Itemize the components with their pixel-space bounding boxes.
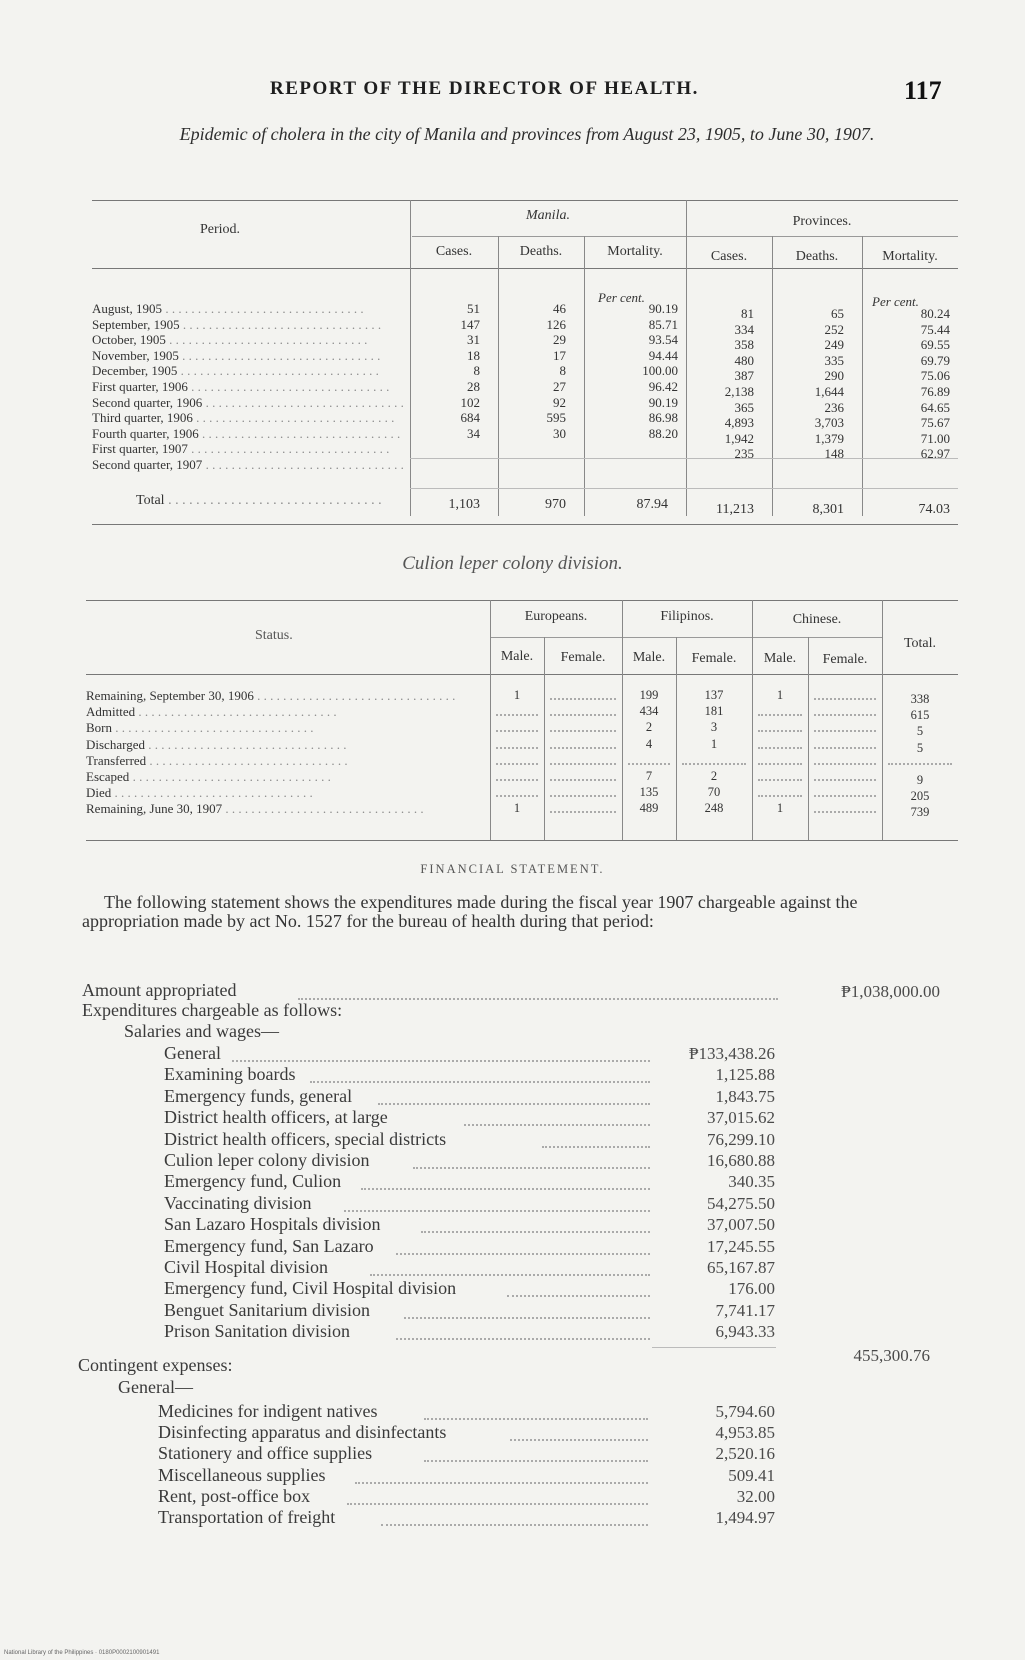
leader-dots [758,730,802,732]
data-cell: 88.20 [648,425,678,441]
data-cell: 290 [824,368,844,384]
contingent-line-amount: 5,794.60 [715,1402,775,1421]
leader-dots [550,779,616,781]
leader-dots [888,763,952,765]
period-label: December, 1905 . . . [92,363,407,379]
leader-dots [758,763,802,765]
expenditures-label: Expenditures chargeable as follows: [82,1000,343,1020]
table-rule [86,674,958,675]
table-rule [490,637,882,638]
salary-line-amount: 65,167.87 [707,1258,775,1277]
data-cell: 2,138 [724,384,754,399]
total-cell: 970 [545,497,566,512]
leader-dots [628,763,670,765]
data-cell: 81 [741,306,754,321]
status-row-label: Born . . . [86,720,487,736]
salary-line-label: San Lazaro Hospitals division [164,1214,381,1235]
contingent-line-amount: 1,494.97 [715,1508,775,1527]
manila-header: Manila. [526,208,570,223]
total-header: Total. [903,636,937,651]
per-cent-label: Per cent. [598,290,645,305]
leader-dots [232,1060,650,1062]
column-header: Male. [763,651,797,667]
salary-line-amount: 176.00 [728,1279,775,1299]
salary-line-amount: 37,015.62 [707,1108,775,1128]
leader-dots [814,698,876,700]
leader-dots [550,795,616,797]
leader-dots [496,730,538,732]
period-label: First quarter, 1906 . . . [92,379,407,395]
total-cell: 87.94 [636,497,668,512]
data-cell: 434 [639,704,659,719]
data-cell: 1,379 [814,430,844,446]
amount-appropriated-label: Amount appropriated [82,980,237,1000]
leader-dots [361,1188,650,1190]
leader-dots [758,779,802,781]
salary-line-label: Benguet Sanitarium division [164,1299,370,1320]
data-cell: 5 [916,724,924,739]
leader-dots [355,1482,648,1484]
salary-line-amount: 1,125.88 [715,1065,775,1085]
leader-dots [413,1167,650,1169]
data-cell: 18 [467,347,480,363]
data-cell: 34 [467,425,480,441]
data-cell: 387 [734,368,754,384]
column-header: Cases. [435,244,473,259]
leader-dots [550,730,616,732]
data-cell: 51 [467,301,480,316]
data-cell: 1 [776,801,784,816]
data-cell: 90.19 [648,301,678,316]
data-cell: 739 [910,805,930,820]
leader-dots [814,763,876,765]
data-cell: 70 [707,785,721,800]
leader-dots [814,747,876,749]
leader-dots [507,1295,650,1297]
leader-dots [510,1439,648,1441]
contingent-line-label: Transportation of freight [158,1507,336,1527]
data-cell: 86.98 [648,410,678,426]
data-cell: 199 [639,688,659,702]
data-cell: 8 [559,363,566,379]
general-label: General— [118,1377,193,1397]
status-row-label: Discharged . . . [86,737,487,753]
salary-line-label: Examining boards [164,1064,296,1085]
column-header: Male. [632,650,666,666]
salary-line-label: Emergency fund, Culion [164,1171,342,1192]
table-rule [92,524,958,525]
contingent-line-amount: 509.41 [728,1465,775,1485]
leader-dots [758,747,802,749]
data-cell: 3 [710,720,718,735]
status-row-label: Admitted . . . [86,704,487,720]
culion-caption: Culion leper colony division. [402,553,623,574]
column-header: Cases. [710,249,748,264]
contingent-line-amount: 32.00 [736,1486,775,1506]
leader-dots [814,714,876,716]
salary-line-label: Prison Sanitation division [164,1321,351,1342]
leader-dots [814,779,876,781]
column-header: Female. [560,649,606,665]
leader-dots [396,1253,650,1255]
column-header: Female. [691,650,737,666]
salary-line-amount: 7,741.17 [715,1300,775,1320]
data-cell: 137 [704,688,724,702]
total-cell: 8,301 [812,502,844,517]
column-header: Male. [500,649,534,664]
status-row-label: Escaped . . . [86,769,487,785]
europeans-header: Europeans. [524,609,588,624]
data-cell: 1 [513,801,521,816]
contingent-line-amount: 2,520.16 [715,1444,775,1464]
salary-line-amount: 37,007.50 [707,1215,775,1235]
data-cell: 135 [639,785,659,800]
column-header: Deaths. [519,244,563,259]
data-cell: 71.00 [920,430,950,446]
data-cell: 615 [910,708,930,723]
period-header: Period. [200,222,241,237]
data-cell: 90.19 [648,394,678,410]
period-label: First quarter, 1907 . . . [92,441,407,457]
salaries-label: Salaries and wages— [124,1021,279,1041]
leader-dots [464,1124,650,1126]
contingent-line-label: Disinfecting apparatus and disinfectants [158,1422,447,1443]
data-cell: 5 [916,740,924,755]
salary-line-amount: 6,943.33 [715,1322,775,1342]
period-label: Fourth quarter, 1906 . . . [92,426,407,442]
leader-dots [682,763,746,765]
leader-dots [404,1317,650,1319]
page-number: 117 [904,76,942,105]
leader-dots [370,1274,650,1276]
data-cell: 65 [831,306,844,321]
data-cell: 3,703 [814,415,844,431]
salary-line-label: Emergency fund, San Lazaro [164,1235,374,1256]
table-rule [410,458,958,459]
data-cell: 335 [824,352,844,368]
leader-dots [347,1503,648,1505]
status-row-label: Remaining, June 30, 1907 . . . [86,801,487,817]
leader-dots [496,795,538,797]
data-cell: 235 [734,446,754,462]
leader-dots [298,998,778,1000]
data-cell: 75.67 [920,415,950,431]
contingent-line-label: Medicines for indigent natives [158,1401,378,1421]
data-cell: 1,942 [724,430,754,446]
data-cell: 181 [704,704,724,719]
leader-dots [496,714,538,716]
table-rule [92,268,958,269]
amount-appropriated-value: ₱1,038,000.00 [841,982,940,1001]
status-row-label: Remaining, September 30, 1906 . . . [86,688,487,704]
salary-line-amount: 17,245.55 [707,1236,775,1256]
data-cell: 252 [824,321,844,337]
data-cell: 69.55 [920,337,950,353]
salary-line-amount: ₱133,438.26 [689,1044,775,1063]
filipinos-header: Filipinos. [660,609,714,624]
data-cell: 2 [710,769,718,783]
total-cell: 74.03 [918,502,950,517]
data-cell: 80.24 [920,306,950,321]
salary-line-label: Emergency fund, Civil Hospital division [164,1278,457,1299]
period-label: November, 1905 . . . [92,348,407,364]
contingent-line-amount: 4,953.85 [715,1423,775,1443]
data-cell: 147 [460,316,480,332]
data-cell: 100.00 [642,363,678,379]
data-cell: 62.97 [920,446,950,462]
period-label: Third quarter, 1906 . . . [92,410,407,426]
leader-dots [814,730,876,732]
leader-dots [758,795,802,797]
salary-line-label: General [164,1043,221,1063]
period-label: September, 1905 . . . [92,317,407,333]
salary-line-label: Civil Hospital division [164,1257,329,1277]
table-rule [410,488,958,489]
data-cell: 1 [513,688,521,702]
data-cell: 17 [553,347,566,363]
data-cell: 27 [553,379,566,394]
column-header: Deaths. [795,249,839,264]
data-cell: 9 [916,773,924,787]
data-cell: 2 [645,720,653,735]
total-cell: 11,213 [716,502,754,517]
data-cell: 489 [639,801,659,816]
leader-dots [550,747,616,749]
leader-dots [550,811,616,813]
data-cell: 76.89 [920,384,950,399]
table-rule [652,1347,776,1348]
data-cell: 64.65 [920,399,950,415]
data-cell: 93.54 [648,332,678,348]
data-cell: 85.71 [648,316,678,332]
data-cell: 205 [910,789,930,804]
financial-intro: The following statement shows the expenditures made during the fiscal year 1907 chargeable against the appropriation made by act No. 1527 for the bureau of health during that period: [82,892,858,931]
leader-dots [378,1103,650,1105]
contingent-line-label: Stationery and office supplies [158,1443,373,1464]
chinese-header: Chinese. [792,612,842,627]
leader-dots [496,779,538,781]
status-row-label: Died . . . [86,785,487,801]
contingent-line-label: Rent, post-office box [158,1485,311,1506]
data-cell: 8 [473,363,480,379]
data-cell: 236 [824,399,844,415]
provinces-header: Provinces. [792,214,852,229]
period-label: Second quarter, 1906 . . . [92,395,407,411]
data-cell: 338 [910,692,930,706]
data-cell: 334 [734,321,754,337]
contingent-label: Contingent expenses: [78,1355,233,1375]
financial-heading: FINANCIAL STATEMENT. [420,862,605,876]
data-cell: 249 [824,337,844,353]
leader-dots [758,714,802,716]
data-cell: 595 [546,410,566,426]
column-header: Mortality. [882,249,938,264]
leader-dots [381,1524,648,1526]
salary-line-label: District health officers, at large [164,1107,388,1128]
salary-line-amount: 1,843.75 [715,1086,775,1106]
leader-dots [396,1338,650,1340]
column-rule [544,637,545,840]
data-cell: 92 [553,394,566,410]
data-cell: 4,893 [724,415,754,431]
column-header: Female. [822,652,868,667]
data-cell: 75.06 [920,368,950,384]
data-cell: 4 [645,736,653,751]
data-cell: 28 [467,379,480,394]
data-cell: 102 [460,394,480,410]
leader-dots [550,763,616,765]
data-cell: 1 [776,688,784,702]
total-cell: 1,103 [448,497,480,512]
running-head: REPORT OF THE DIRECTOR OF HEALTH. [270,78,699,99]
salary-line-label: Vaccinating division [164,1192,312,1213]
salary-line-amount: 76,299.10 [707,1129,775,1149]
leader-dots [550,714,616,716]
data-cell: 94.44 [648,347,678,363]
salaries-total: 455,300.76 [853,1346,930,1365]
leader-dots [814,795,876,797]
data-cell: 248 [704,801,724,816]
salary-line-amount: 340.35 [728,1172,775,1192]
data-cell: 96.42 [648,379,678,394]
leader-dots [550,698,616,700]
data-cell: 480 [734,352,754,368]
footer-mark: National Library of the Philippines · 0180P0002100901491 [4,1650,160,1656]
table-rule [412,236,958,237]
salary-line-label: Culion leper colony division [164,1150,370,1170]
salary-line-amount: 54,275.50 [707,1193,775,1213]
total-label: Total . . . [136,493,408,509]
data-cell: 148 [824,446,844,462]
period-label: Second quarter, 1907 . . . [92,457,407,473]
data-cell: 358 [734,337,754,353]
leader-dots [424,1460,648,1462]
period-label: October, 1905 . . . [92,332,407,348]
contingent-line-label: Miscellaneous supplies [158,1464,326,1485]
leader-dots [310,1081,650,1083]
data-cell: 69.79 [920,352,950,368]
data-cell: 684 [460,410,480,426]
leader-dots [542,1146,650,1148]
per-cent-label: Per cent. [872,294,919,309]
salary-line-amount: 16,680.88 [707,1151,775,1170]
table-rule [86,600,958,601]
salary-line-label: District health officers, special districts [164,1128,447,1149]
leader-dots [424,1418,648,1420]
table-rule [92,200,958,201]
data-cell: 7 [645,769,653,783]
status-row-label: Transferred . . . [86,753,487,769]
leader-dots [421,1231,650,1233]
data-cell: 1,644 [814,384,844,399]
data-cell: 29 [553,332,566,348]
leader-dots [814,811,876,813]
leader-dots [496,747,538,749]
data-cell: 46 [553,301,566,316]
data-cell: 31 [467,332,480,348]
data-cell: 126 [546,316,566,332]
status-header: Status. [255,628,293,643]
data-cell: 30 [553,425,566,441]
data-cell: 365 [734,399,754,415]
column-header: Mortality. [607,244,663,259]
salary-line-label: Emergency funds, general [164,1085,353,1106]
cholera-caption: Epidemic of cholera in the city of Manila and provinces from August 23, 1905, to June 30, 1907. [179,124,875,144]
data-cell: 1 [710,736,718,751]
leader-dots [344,1210,650,1212]
period-label: August, 1905 . . . [92,301,407,317]
data-cell: 75.44 [920,321,950,337]
leader-dots [496,763,538,765]
table-rule [86,840,958,841]
